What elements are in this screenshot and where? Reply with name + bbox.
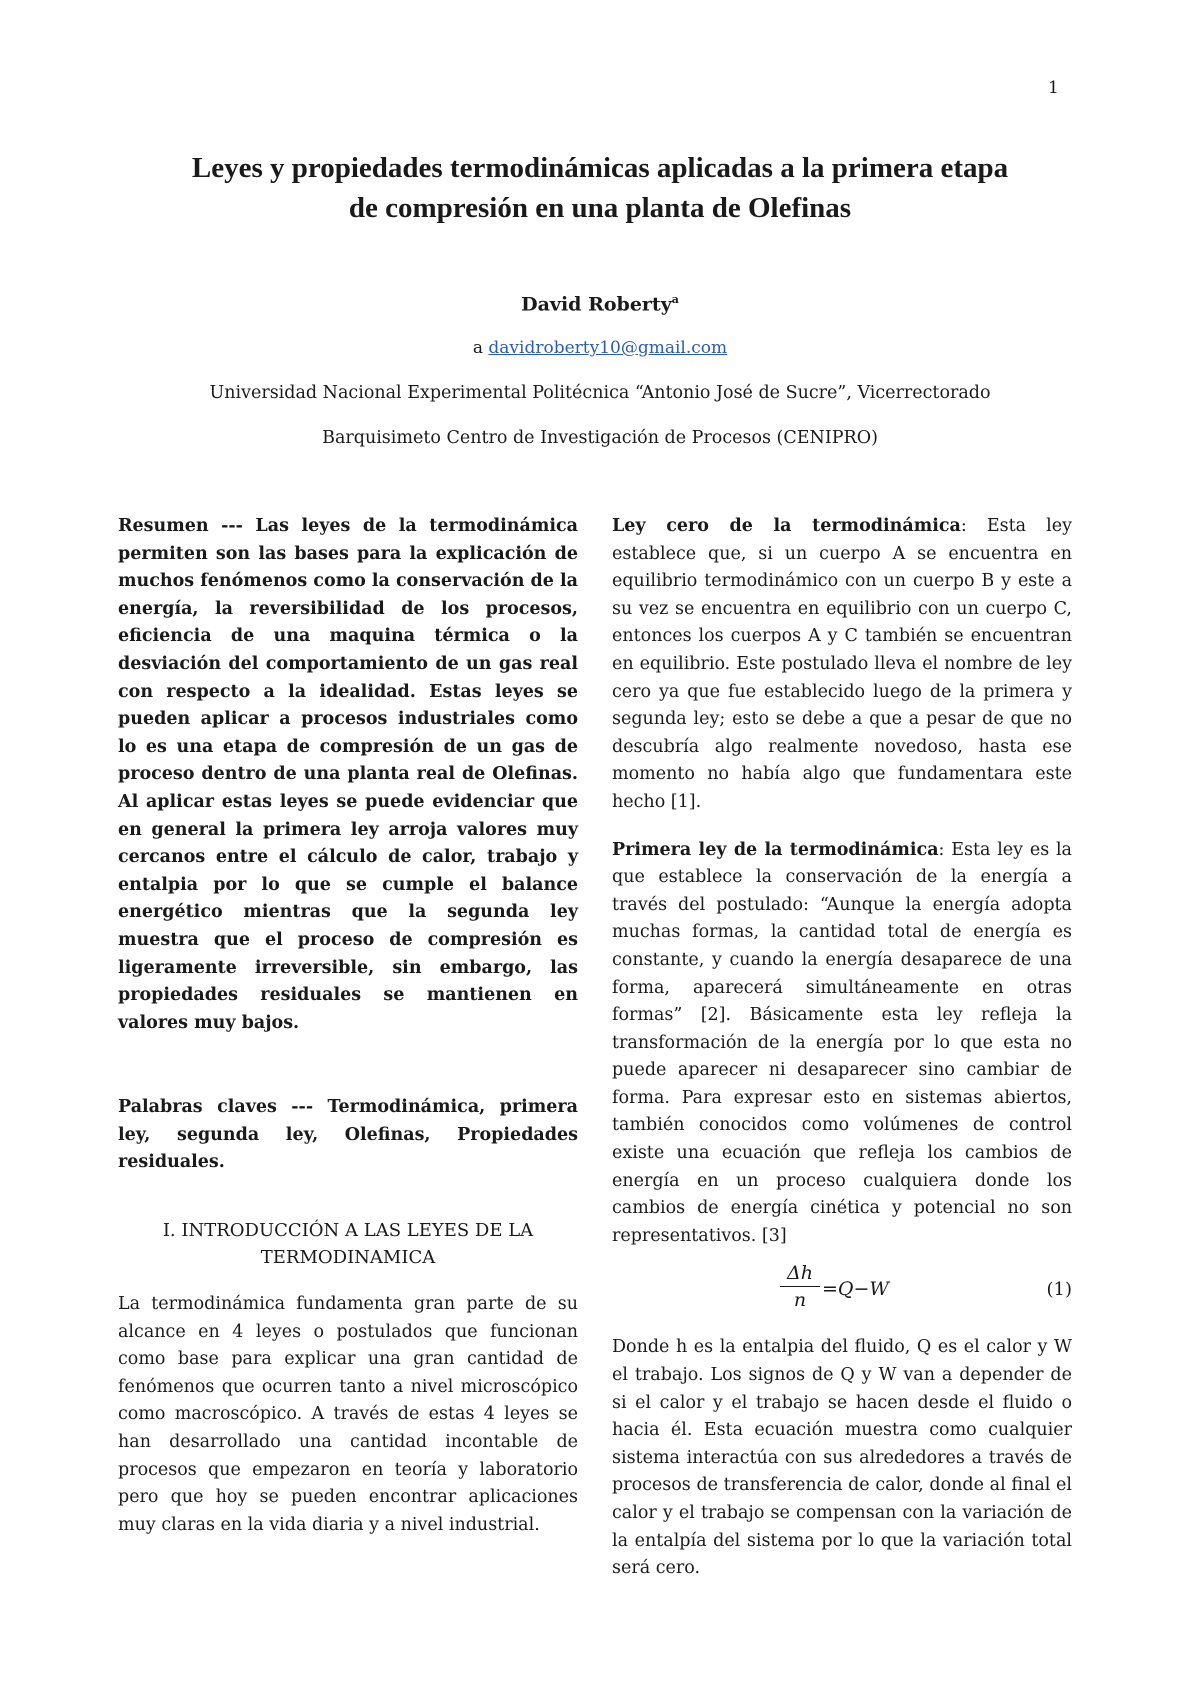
intro-paragraph: La termodinámica fundamenta gran parte de su alcance en 4 leyes o postulados que funcionan como base para explicar una gran cantidad de fenómenos que ocurren tanto a nivel microscópico como macroscópico. A través de estas 4 leyes se han desarrollado una cantidad incontable de procesos que empezaron en teoría y laboratorio pero que hoy se pueden encontrar aplicaciones muy claras en la vida diaria y a nivel industrial. — [118, 1294, 578, 1535]
equation-denominator: n — [793, 1289, 807, 1312]
abstract: Resumen --- Las leyes de la termodinámica permiten son las bases para la explicación de muchos fenómenos como la conservación de la energía, la reversibilidad de los procesos, eficiencia de una maquina térmica o la desviación del comportamiento de un gas real con respecto a la idealidad. Estas leyes se pueden aplicar a procesos industriales como lo es una etapa de compresión de un gas de proceso dentro de una planta real de Olefinas. Al aplicar estas leyes se puede evidenciar que en general la primera ley arroja valores muy cercanos entre el cálculo de calor, trabajo y entalpia por lo que se cumple el balance energético mientras que la segunda ley muestra que el proceso de compresión es ligeramente irreversible, sin embargo, las propiedades residuales se mantienen en valores muy bajos. — [118, 516, 578, 1033]
author-affiliation-mark: a — [671, 293, 679, 306]
equation-rhs: =Q−W — [822, 1278, 889, 1301]
section-heading-line-2: TERMODINAMICA — [260, 1247, 436, 1269]
page-number: 1 — [1048, 78, 1059, 98]
after-equation-paragraph: Donde h es la entalpia del fluido, Q es el calor y W el trabajo. Los signos de Q y W van a depender de si el calor y el trabajo se hacen desde el fluido o hacia él. Esta ecuación muestra como cualquier sistema interactúa con sus alrededores a través de procesos de transferencia de calor, donde al final el calor y el trabajo se compensan con la variación de la entalpía del sistema por lo que la variación total será cero. — [612, 1337, 1072, 1579]
author-email-link[interactable]: davidroberty10@gmail.com — [488, 338, 728, 358]
affiliation-line-2: Barquisimeto Centro de Investigación de Procesos (CENIPRO) — [322, 428, 878, 448]
author — [0, 293, 1200, 315]
email-prefix: a — [472, 338, 483, 358]
author-email-line — [0, 338, 1200, 358]
first-law-text: : Esta ley es la que establece la conservación de la energía a través del postulado: “Aunque la energía adopta muchas formas, la cantidad total de energía es constante, y cuando la energía desaparece de una forma, aparecerá simultáneamente en otras formas” [2]. Básicamente esta ley refleja la transformación de la energía por lo que esta no puede aparecer ni desaparecer sino cambiar de forma. Para expresar esto en sistemas abiertos, también conocidos como volúmenes de control existe una ecuación que refleja los cambios de energía en un proceso cualquiera donde los cambios de energía cinética y potencial no son representativos. [3] — [612, 839, 1072, 1246]
right-column — [612, 513, 1072, 1583]
section-heading-line-1: I. INTRODUCCIÓN A LAS LEYES DE LA — [162, 1220, 534, 1242]
zero-law-label: Ley cero de la termodinámica — [612, 516, 961, 536]
equation-number: (1) — [1046, 1279, 1072, 1301]
keywords: Palabras claves --- Termodinámica, primera ley, segunda ley, Olefinas, Propiedades residuales. — [118, 1097, 578, 1173]
first-law-paragraph — [612, 837, 1072, 1251]
zero-law-text: : Esta ley establece que, si un cuerpo A se encuentra en equilibrio termodinámico con un cuerpo B y este a su vez se encuentra en equilibrio con un cuerpo C, entonces los cuerpos A y C también se encuentran en equilibrio. Este postulado lleva el nombre de ley cero ya que fue establecido luego de la primera y segunda ley; esto se debe a que a pesar de que no descubría algo realmente novedoso, hasta ese momento no había algo que fundamentara este hecho [1]. — [612, 516, 1072, 812]
title-line-2: de compresión en una planta de Olefinas — [348, 192, 852, 224]
first-law-label: Primera ley de la termodinámica — [612, 839, 939, 860]
equation-fraction — [780, 1260, 820, 1313]
author-name: David Roberty — [521, 293, 672, 316]
section-heading — [118, 1217, 578, 1271]
title-line-1: Leyes y propiedades termodinámicas aplicadas a la primera etapa — [191, 152, 1009, 184]
affiliation-line-1: Universidad Nacional Experimental Politécnica “Antonio José de Sucre”, Vicerrectorado — [209, 383, 991, 403]
left-column — [118, 513, 578, 1539]
equation-1 — [612, 1254, 1072, 1328]
equation-numerator: Δh — [780, 1260, 820, 1287]
zero-law-paragraph — [612, 513, 1072, 817]
paper-title — [110, 148, 1090, 228]
